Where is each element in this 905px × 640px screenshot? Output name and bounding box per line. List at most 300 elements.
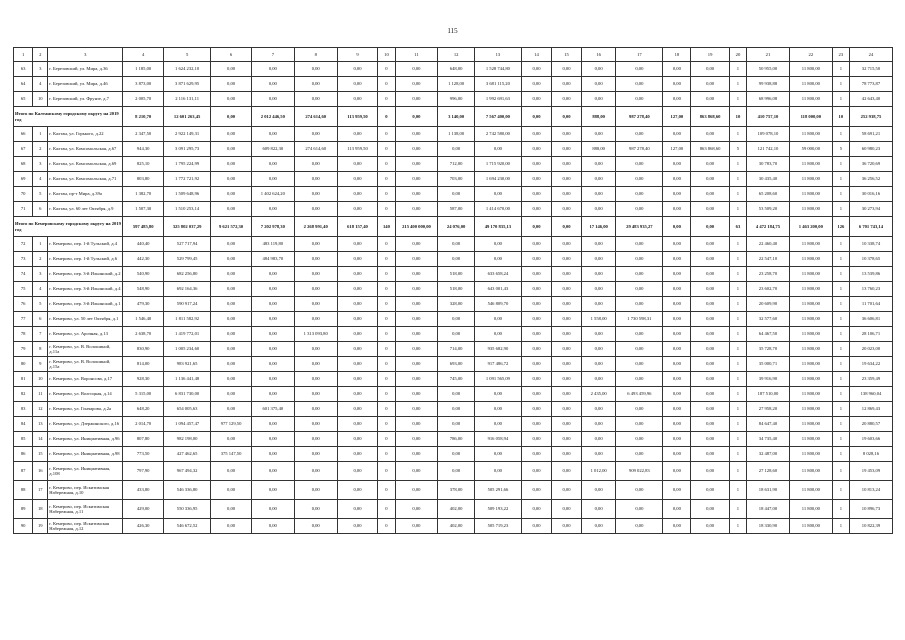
table-cell: 0,00 [395, 481, 438, 500]
table-cell: 0,00 [337, 92, 378, 107]
table-cell: 0,00 [691, 62, 730, 77]
table-cell: 1 [832, 417, 849, 432]
table-cell: 0,00 [616, 172, 663, 187]
table-cell: 518,00 [438, 282, 474, 297]
table-cell: 0,00 [474, 237, 521, 252]
table-cell: 1 992 691,63 [474, 92, 521, 107]
table-cell: 121 742,10 [747, 142, 790, 157]
table-cell: 2 [33, 142, 48, 157]
table-cell: 0 [378, 297, 395, 312]
table-cell: 0,00 [251, 127, 294, 142]
table-cell: 20 880,57 [849, 417, 892, 432]
table-cell: 2 742 580,00 [474, 127, 521, 142]
table-cell: 378,00 [438, 481, 474, 500]
table-row [14, 172, 893, 187]
table-cell: 2 005,70 [123, 92, 164, 107]
table-cell: 0,00 [616, 157, 663, 172]
table-row [14, 77, 893, 92]
table-cell: 0,00 [663, 327, 691, 342]
table-cell: 427 462,65 [164, 447, 211, 462]
table-cell: 633 658,24 [474, 267, 521, 282]
table-cell: 28 106,71 [849, 327, 892, 342]
table-cell: 0,00 [474, 402, 521, 417]
table-cell: 18 330,90 [747, 519, 790, 534]
table-cell: 0,00 [616, 327, 663, 342]
table-cell: 1 811 582,92 [164, 312, 211, 327]
table-cell: 13 539,86 [849, 267, 892, 282]
table-cell: 0,00 [691, 202, 730, 217]
table-cell: 10 813,24 [849, 481, 892, 500]
table-cell: 0,00 [521, 237, 551, 252]
table-row [14, 252, 893, 267]
subtotal-row [14, 107, 893, 127]
table-cell: 0,00 [521, 387, 551, 402]
table-cell: 745,00 [438, 372, 474, 387]
address-cell: г. Кемерово, пер. 1-й Тульский, д.4 [48, 237, 123, 252]
table-cell: 1 [729, 447, 746, 462]
table-cell: 0,00 [337, 202, 378, 217]
table-cell: 11 800,00 [789, 77, 832, 92]
table-cell: 11 800,00 [789, 127, 832, 142]
table-cell: 0,00 [294, 481, 337, 500]
subtotal-cell: 410 757,10 [747, 107, 790, 127]
table-cell: 1 [832, 157, 849, 172]
table-cell: 3 [33, 157, 48, 172]
table-cell: 682 256,80 [164, 267, 211, 282]
table-cell: 0,00 [663, 127, 691, 142]
table-cell: 0,00 [395, 267, 438, 282]
table-cell: 89 [14, 500, 33, 519]
table-cell: 2 014,70 [123, 417, 164, 432]
table-row [14, 500, 893, 519]
table-cell: 0,00 [521, 62, 551, 77]
table-cell: 0,00 [395, 172, 438, 187]
table-cell: 10 [33, 372, 48, 387]
table-cell: 0,00 [251, 519, 294, 534]
table-cell: 0,00 [691, 252, 730, 267]
table-row [14, 462, 893, 481]
subtotal-cell: 0 [378, 107, 395, 127]
table-cell: 0,00 [294, 92, 337, 107]
table-cell: 71 [14, 202, 33, 217]
table-cell: 0,00 [663, 372, 691, 387]
table-cell: 22 460,40 [747, 237, 790, 252]
column-number-cell: 12 [438, 48, 474, 62]
table-cell: 1 [832, 387, 849, 402]
table-cell: 74 [14, 267, 33, 282]
table-cell: 0,00 [337, 481, 378, 500]
table-cell: 0,00 [616, 402, 663, 417]
table-cell: 0,00 [691, 462, 730, 481]
table-cell: 0,00 [294, 62, 337, 77]
table-cell: 0,00 [294, 372, 337, 387]
table-cell: 58 691,21 [849, 127, 892, 142]
table-cell: 1 185,00 [123, 62, 164, 77]
address-cell: г. Калтан, ул. Горького, д.22 [48, 127, 123, 142]
table-cell: 0,00 [251, 77, 294, 92]
table-cell: 0 [378, 372, 395, 387]
table-cell: 11 800,00 [789, 172, 832, 187]
table-cell: 0,00 [251, 500, 294, 519]
table-row [14, 387, 893, 402]
subtotal-cell: 6 701 743,14 [849, 217, 892, 237]
table-cell: 0,00 [581, 237, 615, 252]
table-cell: 1 [832, 267, 849, 282]
table-cell: 0,00 [581, 77, 615, 92]
subtotal-cell: 127,00 [663, 107, 691, 127]
table-cell: 0,00 [551, 237, 581, 252]
table-cell: 426,30 [123, 519, 164, 534]
table-cell: 0,00 [521, 157, 551, 172]
table-cell: 0 [378, 267, 395, 282]
table-cell: 32 577,60 [747, 312, 790, 327]
table-cell: 609 822,30 [251, 142, 294, 157]
table-cell: 909 022,83 [616, 462, 663, 481]
budget-table-container [13, 47, 893, 534]
table-cell: 0,00 [251, 62, 294, 77]
table-cell: 10 896,73 [849, 500, 892, 519]
table-cell: 1 558,00 [581, 312, 615, 327]
table-cell: 479,30 [123, 297, 164, 312]
address-cell: г. Кемерово, ул. Инициативная, д.108 [48, 462, 123, 481]
table-cell: 0,00 [251, 481, 294, 500]
table-cell: 402,00 [438, 519, 474, 534]
table-cell: 0,00 [663, 77, 691, 92]
table-cell: 0,00 [395, 92, 438, 107]
table-cell: 1 [729, 312, 746, 327]
table-cell: 0,00 [337, 62, 378, 77]
table-cell: 0,00 [251, 282, 294, 297]
table-cell: 1 [729, 252, 746, 267]
table-cell: 0,00 [581, 92, 615, 107]
table-cell: 0,00 [294, 417, 337, 432]
table-row [14, 447, 893, 462]
table-cell: 0,00 [395, 252, 438, 267]
table-cell: 0,00 [551, 481, 581, 500]
column-number-cell: 9 [337, 48, 378, 62]
table-cell: 0,00 [691, 282, 730, 297]
table-cell: 0,00 [251, 372, 294, 387]
table-cell: 786,00 [438, 432, 474, 447]
table-cell: 654 005,63 [164, 402, 211, 417]
table-row [14, 372, 893, 387]
table-cell: 0,00 [616, 202, 663, 217]
table-cell: 0,00 [395, 312, 438, 327]
table-cell: 0,00 [395, 357, 438, 372]
table-cell: 65 [14, 92, 33, 107]
address-cell: г. Калтан, ул. Комсомольская, д.69 [48, 157, 123, 172]
table-cell: 27 958,20 [747, 402, 790, 417]
table-cell: 19 453,09 [849, 462, 892, 481]
table-cell: 0,00 [211, 282, 252, 297]
table-cell: 0,00 [211, 202, 252, 217]
table-cell: 0,00 [395, 372, 438, 387]
table-cell: 6 493 459,96 [616, 387, 663, 402]
table-cell: 70 [14, 187, 33, 202]
subtotal-cell: 126 [832, 217, 849, 237]
table-cell: 0,00 [663, 157, 691, 172]
table-cell: 5 [33, 297, 48, 312]
subtotal-cell: 597 485,80 [123, 217, 164, 237]
table-cell: 1 795 224,99 [164, 157, 211, 172]
table-cell: 825,10 [123, 157, 164, 172]
table-cell: 0,00 [616, 92, 663, 107]
table-cell: 1 [729, 432, 746, 447]
column-number-cell: 11 [395, 48, 438, 62]
table-cell: 0,00 [211, 432, 252, 447]
table-cell: 807,80 [123, 432, 164, 447]
table-cell: 66 [14, 127, 33, 142]
table-cell: 0,00 [337, 252, 378, 267]
table-cell: 11 [33, 387, 48, 402]
table-cell: 1 [832, 481, 849, 500]
table-cell: 935 682,90 [474, 342, 521, 357]
subtotal-cell: 12 601 263,45 [164, 107, 211, 127]
table-cell: 546 672,52 [164, 519, 211, 534]
table-cell: 67 [14, 142, 33, 157]
table-cell: 8 [33, 342, 48, 357]
column-number-cell: 14 [521, 48, 551, 62]
table-cell: 11 800,00 [789, 252, 832, 267]
table-cell: 0,00 [521, 327, 551, 342]
table-cell: 1 [832, 462, 849, 481]
table-cell: 1 [729, 481, 746, 500]
table-cell: 0,00 [294, 357, 337, 372]
table-cell: 0 [378, 447, 395, 462]
table-cell: 0 [378, 127, 395, 142]
table-cell: 0,00 [691, 157, 730, 172]
table-cell: 0,00 [691, 387, 730, 402]
table-cell: 550 336,95 [164, 500, 211, 519]
subtotal-cell: 10 [832, 107, 849, 127]
table-cell: 0,00 [616, 267, 663, 282]
table-row [14, 342, 893, 357]
table-cell: 2 922 149,31 [164, 127, 211, 142]
table-cell: 0 [378, 357, 395, 372]
table-cell: 10 338,74 [849, 237, 892, 252]
table-cell: 11 800,00 [789, 327, 832, 342]
table-cell: 127,00 [663, 142, 691, 157]
table-cell: 35 728,70 [747, 342, 790, 357]
table-cell: 590 917,24 [164, 297, 211, 312]
table-cell: 1 094 457,47 [164, 417, 211, 432]
table-cell: 483 119,80 [251, 237, 294, 252]
table-cell: 0,00 [337, 432, 378, 447]
subtotal-cell: 888,00 [581, 107, 615, 127]
table-cell: 0,00 [337, 297, 378, 312]
table-cell: 0 [378, 282, 395, 297]
table-cell: 1 [832, 252, 849, 267]
column-number-cell: 22 [789, 48, 832, 62]
address-cell: г. Кемерово, ул. Инициативная, д.96 [48, 432, 123, 447]
table-row [14, 481, 893, 500]
table-cell: 2 347,50 [123, 127, 164, 142]
table-cell: 0,00 [521, 267, 551, 282]
table-cell: 20 609,90 [747, 297, 790, 312]
table-cell: 0,00 [294, 252, 337, 267]
address-cell: г. Кемерово, пер. 3-й Ильинский, д.4 [48, 282, 123, 297]
table-cell: 11 800,00 [789, 462, 832, 481]
table-cell: 0,00 [691, 312, 730, 327]
table-cell: 0,00 [551, 62, 581, 77]
column-number-cell: 18 [663, 48, 691, 62]
table-cell: 0,00 [521, 127, 551, 142]
table-cell: 18 631,90 [747, 481, 790, 500]
table-cell: 0,00 [691, 519, 730, 534]
table-cell: 0,00 [294, 157, 337, 172]
subtotal-cell: 252 938,75 [849, 107, 892, 127]
table-row [14, 142, 893, 157]
table-cell: 0,00 [581, 252, 615, 267]
table-cell: 0,00 [551, 462, 581, 481]
table-row [14, 267, 893, 282]
table-cell: 0,00 [551, 172, 581, 187]
table-cell: 79 [14, 342, 33, 357]
table-cell: 1 [729, 282, 746, 297]
column-number-cell: 13 [474, 48, 521, 62]
table-cell: 11 800,00 [789, 62, 832, 77]
table-cell: 1 [729, 327, 746, 342]
table-cell: 1 [832, 500, 849, 519]
table-row [14, 327, 893, 342]
table-cell: 1 624 232,10 [164, 62, 211, 77]
table-cell: 0,00 [395, 447, 438, 462]
table-cell: 0,00 [691, 417, 730, 432]
table-cell: 1 [729, 237, 746, 252]
table-cell: 0,00 [438, 312, 474, 327]
table-cell: 0,00 [581, 372, 615, 387]
table-cell: 1 [729, 519, 746, 534]
table-cell: 0,00 [691, 237, 730, 252]
table-cell: 0,00 [551, 357, 581, 372]
table-cell: 138 960,04 [849, 387, 892, 402]
table-cell: 11 800,00 [789, 237, 832, 252]
table-cell: 0,00 [581, 157, 615, 172]
table-cell: 0,00 [551, 157, 581, 172]
table-cell: 0,00 [521, 282, 551, 297]
table-cell: 1 [729, 172, 746, 187]
table-cell: 36 606,81 [849, 312, 892, 327]
table-cell: 0,00 [211, 62, 252, 77]
table-cell: 0,00 [211, 357, 252, 372]
table-cell: 0,00 [663, 462, 691, 481]
table-cell: 518,00 [438, 267, 474, 282]
table-cell: 0,00 [581, 417, 615, 432]
table-cell: 19 603,66 [849, 432, 892, 447]
table-cell: 0,00 [474, 252, 521, 267]
table-cell: 0,00 [521, 142, 551, 157]
table-cell: 0,00 [663, 342, 691, 357]
table-cell: 0,00 [294, 312, 337, 327]
table-cell: 0,00 [581, 282, 615, 297]
table-cell: 505 291,66 [474, 481, 521, 500]
table-cell: 0,00 [663, 402, 691, 417]
table-cell: 803,80 [123, 172, 164, 187]
table-cell: 81 [14, 372, 33, 387]
budget-table [13, 47, 893, 534]
table-cell: 0,00 [616, 237, 663, 252]
table-cell: 11 800,00 [789, 282, 832, 297]
table-cell: 0,00 [521, 432, 551, 447]
table-cell: 82 [14, 387, 33, 402]
subtotal-cell: 0,00 [551, 217, 581, 237]
subtotal-cell: 29 483 935,27 [616, 217, 663, 237]
subtotal-cell: 7 202 978,30 [251, 217, 294, 237]
table-cell: 0 [378, 187, 395, 202]
table-cell: 0,00 [663, 202, 691, 217]
table-cell: 1 [832, 519, 849, 534]
table-cell: 80 [14, 357, 33, 372]
table-cell: 0,00 [395, 387, 438, 402]
table-cell: 863 868,60 [691, 142, 730, 157]
table-cell: 34 735,40 [747, 432, 790, 447]
table-cell: 0,00 [337, 187, 378, 202]
table-cell: 0,00 [616, 500, 663, 519]
table-cell: 0,00 [211, 92, 252, 107]
table-cell: 0,00 [294, 432, 337, 447]
table-cell: 0,00 [551, 77, 581, 92]
subtotal-cell: 7 567 400,00 [474, 107, 521, 127]
table-cell: 0,00 [521, 372, 551, 387]
table-cell: 0,00 [294, 267, 337, 282]
table-cell: 42 643,40 [849, 92, 892, 107]
table-cell: 0,00 [616, 187, 663, 202]
table-cell: 0,00 [551, 267, 581, 282]
table-row [14, 92, 893, 107]
table-cell: 0,00 [337, 402, 378, 417]
address-cell: г. Кемерово, ул. В. Волошиной, д.15а [48, 357, 123, 372]
table-cell: 1 [832, 447, 849, 462]
table-row [14, 519, 893, 534]
table-cell: 1 [832, 372, 849, 387]
table-cell: 0,00 [691, 481, 730, 500]
table-cell: 0,00 [616, 372, 663, 387]
table-row [14, 127, 893, 142]
table-cell: 2 [33, 252, 48, 267]
subtotal-cell: 0,00 [211, 107, 252, 127]
table-cell: 0,00 [395, 237, 438, 252]
table-cell: 0 [378, 417, 395, 432]
table-cell: 0,00 [616, 342, 663, 357]
table-cell: 967 494,32 [164, 462, 211, 481]
table-cell: 0,00 [616, 417, 663, 432]
column-number-cell: 7 [251, 48, 294, 62]
table-cell: 0,00 [616, 447, 663, 462]
table-cell: 0,00 [251, 432, 294, 447]
table-cell: 30 435,40 [747, 172, 790, 187]
table-cell: 0 [378, 62, 395, 77]
address-cell: г. Кемерово, ул. 50 лет Октября, д.1 [48, 312, 123, 327]
column-number-cell: 17 [616, 48, 663, 62]
table-cell: 1 510 253,14 [164, 202, 211, 217]
table-cell: 0,00 [663, 237, 691, 252]
table-cell: 0,00 [691, 127, 730, 142]
table-cell: 509 193,22 [474, 500, 521, 519]
table-cell: 36 256,52 [849, 172, 892, 187]
column-number-cell: 2 [33, 48, 48, 62]
column-number-cell: 15 [551, 48, 581, 62]
table-cell: 0,00 [616, 62, 663, 77]
table-cell: 1 730 598,31 [616, 312, 663, 327]
table-cell: 18 [33, 500, 48, 519]
table-cell: 0 [378, 142, 395, 157]
table-cell: 0 [378, 500, 395, 519]
table-cell: 0,00 [581, 481, 615, 500]
table-cell: 0,00 [438, 417, 474, 432]
table-cell: 0 [378, 342, 395, 357]
table-cell: 0,00 [616, 432, 663, 447]
table-cell: 5 [729, 142, 746, 157]
